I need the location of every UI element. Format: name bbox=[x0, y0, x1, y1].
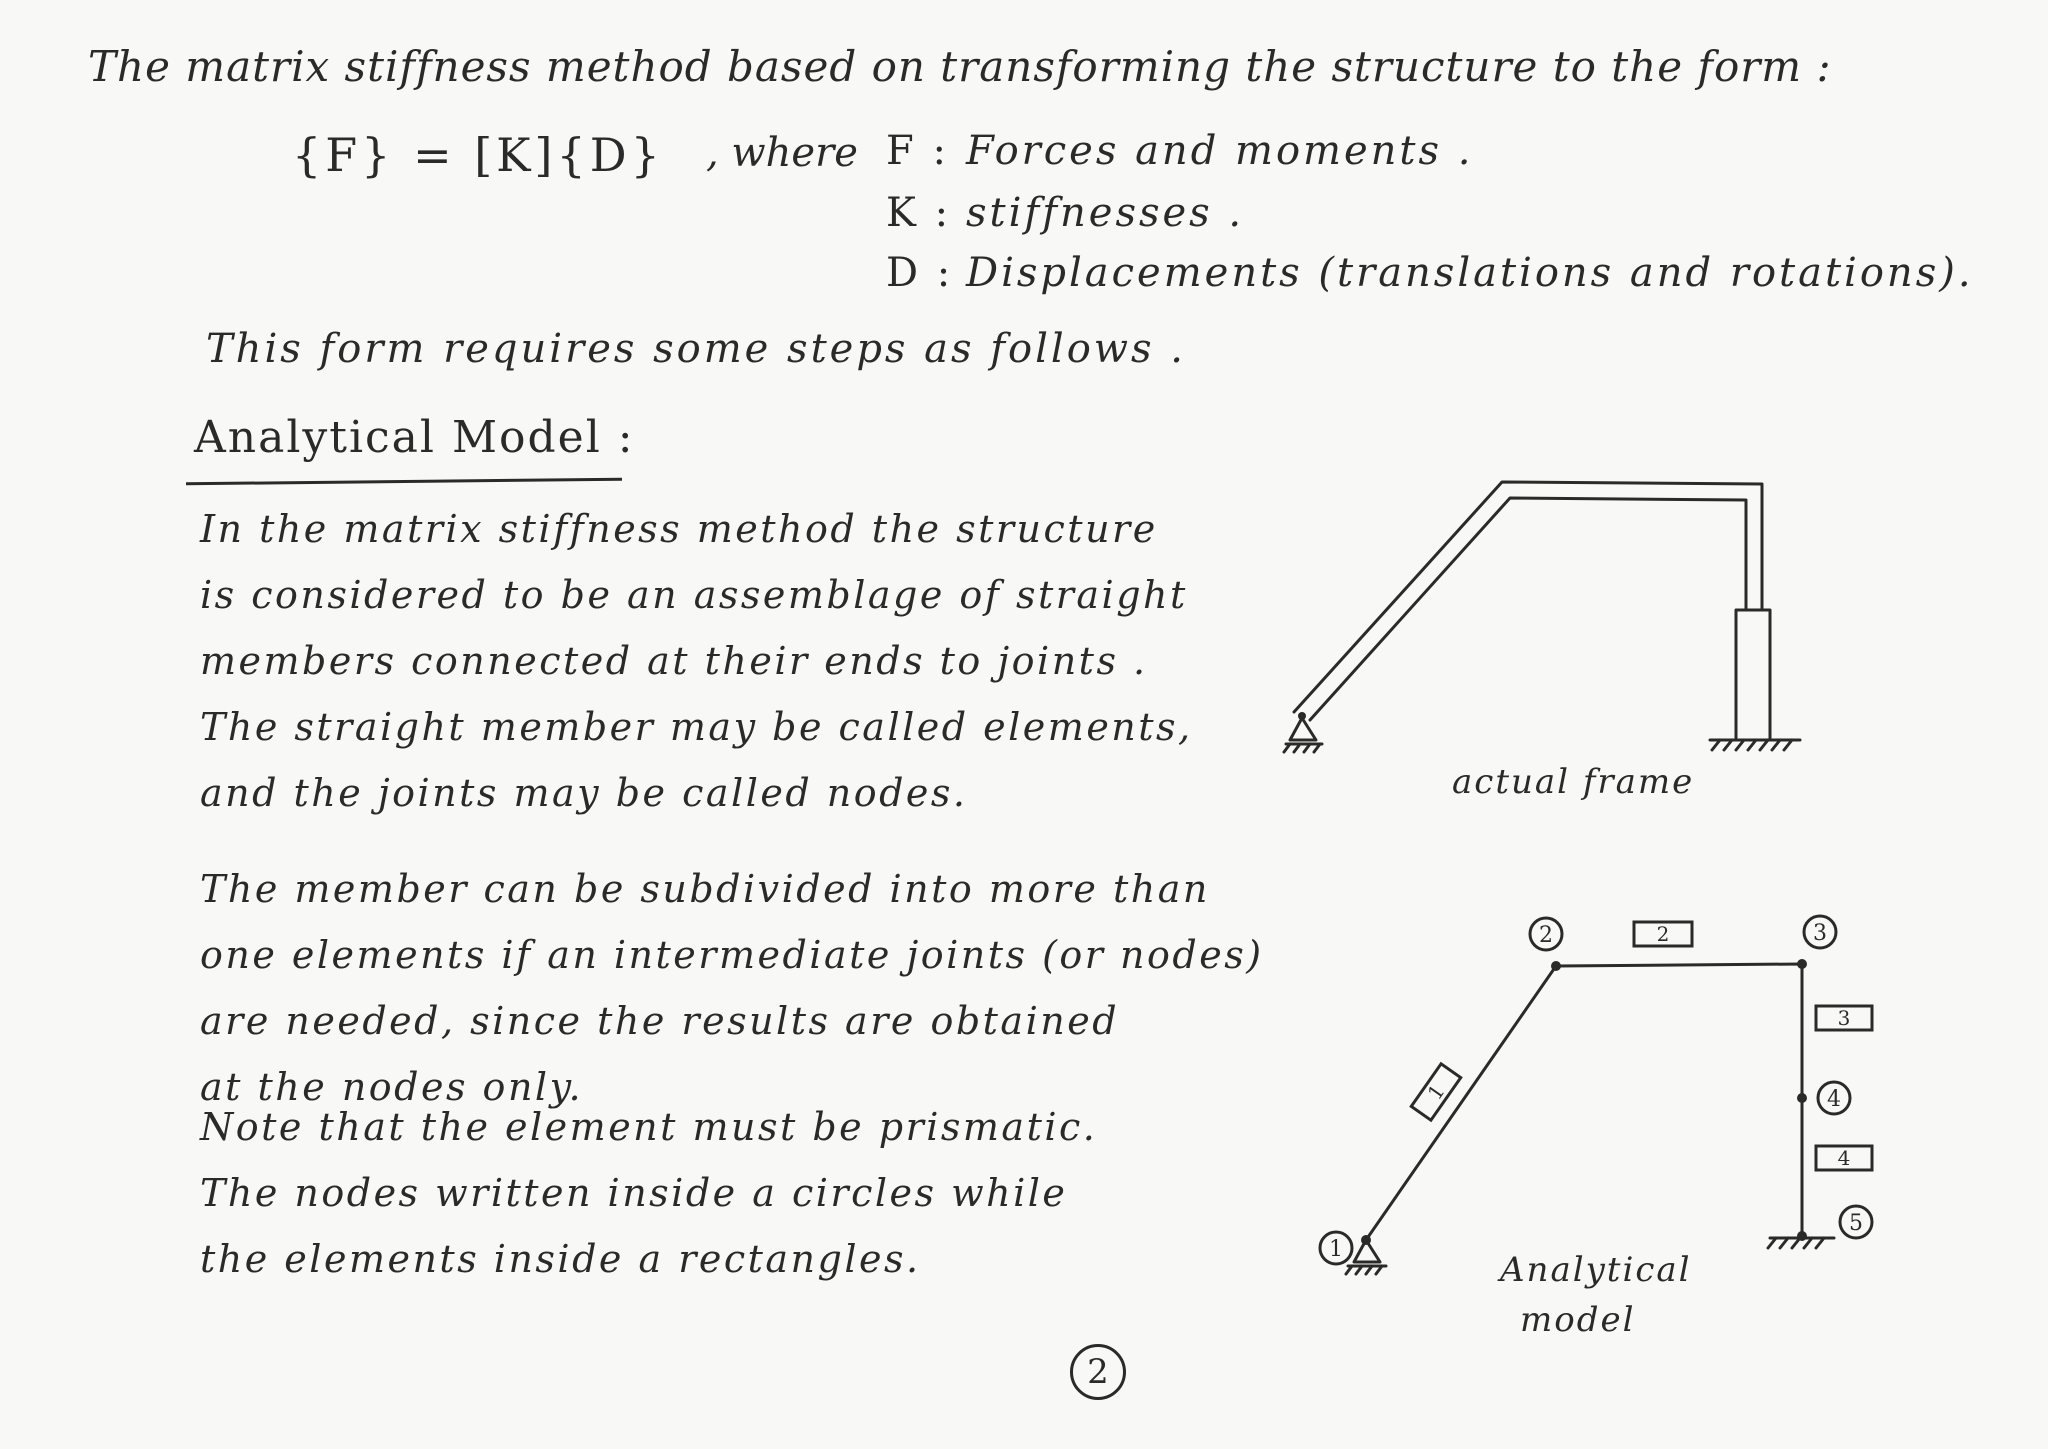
steps-note: This form requires some steps as follows . bbox=[206, 326, 1187, 372]
node-dot bbox=[1797, 1093, 1807, 1103]
node-1-label: 1 bbox=[1329, 1237, 1343, 1262]
node-4-label: 4 bbox=[1827, 1087, 1841, 1112]
node-dot bbox=[1551, 961, 1561, 971]
paragraph-notes bbox=[200, 1094, 1097, 1292]
paragraph-assemblage bbox=[200, 496, 1188, 694]
node-dot bbox=[1361, 1235, 1371, 1245]
page-number: 2 bbox=[1070, 1344, 1126, 1400]
definition-text: stiffnesses . bbox=[966, 190, 1245, 236]
actual-frame-diagram bbox=[1270, 450, 1830, 810]
element-3-label: 3 bbox=[1837, 1006, 1851, 1030]
text-line: The nodes written inside a circles while bbox=[200, 1171, 1068, 1215]
text-line: members connected at their ends to joints . bbox=[200, 639, 1148, 683]
intro-text: The matrix stiffness method based on transforming the structure to the form : bbox=[88, 42, 1832, 91]
node-2-label: 2 bbox=[1539, 923, 1553, 948]
definition-forces bbox=[886, 128, 1473, 174]
text-line: Note that the element must be prismatic. bbox=[200, 1105, 1098, 1149]
node-dot bbox=[1797, 1231, 1807, 1241]
pin-support bbox=[1290, 718, 1316, 740]
pin-joint bbox=[1298, 712, 1306, 720]
section-heading: Analytical Model : bbox=[194, 412, 635, 463]
where-label: , where bbox=[706, 130, 858, 176]
text-line: and the joints may be called nodes. bbox=[200, 771, 968, 815]
analytical-model-caption-line2: model bbox=[1520, 1300, 1636, 1340]
definition-displacements bbox=[886, 250, 1974, 296]
text-line: one elements if an intermediate joints (or nodes) bbox=[200, 933, 1264, 977]
node-5-label: 5 bbox=[1849, 1211, 1863, 1236]
text-line: The member can be subdivided into more than bbox=[200, 867, 1210, 911]
model-members bbox=[1366, 964, 1802, 1240]
paragraph-subdivision bbox=[200, 856, 1264, 1120]
definition-symbol: D : bbox=[886, 250, 954, 296]
text-line: In the matrix stiffness method the structure bbox=[200, 507, 1158, 551]
frame-outer-edge bbox=[1294, 482, 1762, 712]
definition-text: Displacements (translations and rotations). bbox=[966, 250, 1974, 296]
element-1-label: 1 bbox=[1422, 1079, 1450, 1105]
text-line: are needed, since the results are obtained bbox=[200, 999, 1120, 1043]
text-line: The straight member may be called elements, bbox=[200, 705, 1193, 749]
element-4-label: 4 bbox=[1837, 1146, 1851, 1170]
frame-inner-edge bbox=[1310, 498, 1746, 720]
node-3-label: 3 bbox=[1813, 921, 1827, 946]
stiffness-equation: {F} = [K]{D} bbox=[292, 128, 664, 182]
definition-stiffnesses bbox=[886, 190, 1244, 236]
text-line: the elements inside a rectangles. bbox=[200, 1237, 921, 1281]
frame-right-column bbox=[1736, 610, 1770, 738]
element-2-label: 2 bbox=[1656, 922, 1670, 946]
text-line: at the nodes only. bbox=[200, 1065, 584, 1109]
actual-frame-caption: actual frame bbox=[1452, 762, 1695, 802]
paragraph-elements-nodes bbox=[200, 694, 1193, 826]
definition-symbol: F : bbox=[886, 128, 949, 174]
definition-symbol: K : bbox=[886, 190, 952, 236]
heading-underline bbox=[186, 478, 622, 486]
node-dot bbox=[1797, 959, 1807, 969]
text-line: is considered to be an assemblage of straight bbox=[200, 573, 1188, 617]
analytical-model-caption-line1: Analytical bbox=[1500, 1250, 1692, 1290]
definition-text: Forces and moments . bbox=[966, 128, 1474, 174]
